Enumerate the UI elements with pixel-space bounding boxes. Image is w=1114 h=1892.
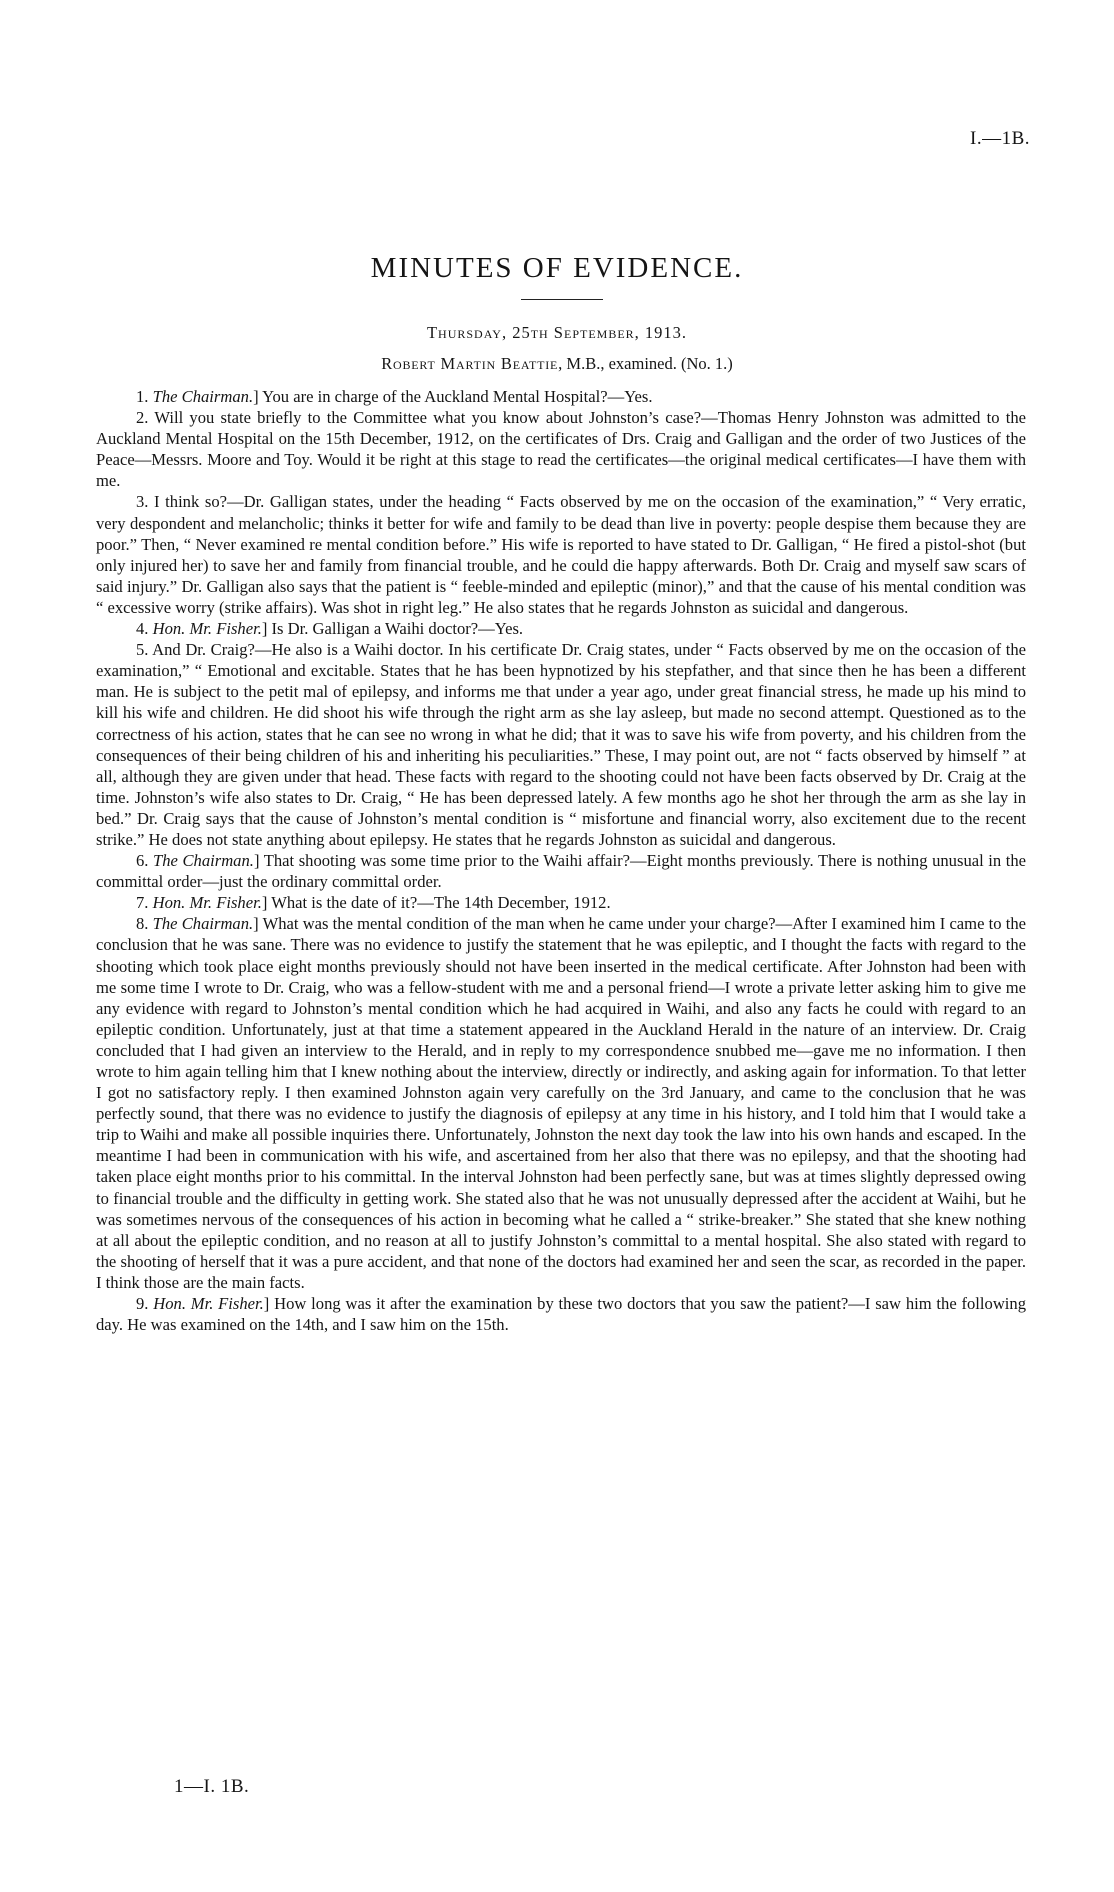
evidence-paragraph: [96, 618, 1026, 639]
printer-signature: 1—I. 1B.: [174, 1776, 250, 1797]
witness-name: Robert Martin Beattie: [381, 354, 559, 373]
evidence-paragraph: [96, 407, 1026, 491]
speaker-name: Hon. Mr. Fisher.: [152, 893, 262, 913]
question-number: 5.: [136, 640, 153, 660]
speaker-name: Hon. Mr. Fisher.: [153, 1294, 264, 1314]
question-number: 9.: [136, 1294, 154, 1314]
speaker-name: The Chairman.: [153, 851, 254, 871]
paragraph-text: ] Is Dr. Galligan a Waihi doctor?—Yes.: [261, 619, 524, 639]
speaker-name: Hon. Mr. Fisher.: [152, 619, 262, 639]
question-number: 2.: [136, 408, 155, 428]
evidence-paragraph: [96, 639, 1026, 850]
paragraph-text: ] You are in charge of the Auckland Mental Hospital?—Yes.: [253, 387, 653, 406]
session-date: Thursday, 25th September, 1913.: [426, 323, 688, 342]
paragraph-text: Will you state briefly to the Committee what you know about Johnston’s case?—Thomas Henry Johnston was admitted to the Auckland Mental Hospital on the 15th December, 1912, on the certificates of Drs. Craig and Galligan and the order of two Justices of the Peace—Messrs. Moore and Toy. Would it be right at this stage to read the certificates—the original medical certificates—I have them with me.: [96, 408, 1026, 491]
paragraph-text: I think so?—Dr. Galligan states, under the heading “ Facts observed by me on the occasion of the examination,” “ Very erratic, very despondent and melancholic; thinks it better for wife and family to be dead than live in poverty: people despise them because they are poor.” Then, “ Never examined re mental condition before.” His wife is reported to have stated to Dr. Galligan, “ He fired a pistol-shot (but only injured her) to save her and family from financial trouble, and he could die happy afterwards. Both Dr. Craig and myself saw scars of said injury.” Dr. Galligan also says that the patient is “ feeble-minded and epileptic (minor),” and that the cause of his mental condition was “ excessive worry (strike affairs). Was shot in right leg.” He also states that he regards Johnston as suicidal and dangerous.: [96, 492, 1026, 617]
witness-line: [0, 354, 1114, 374]
evidence-paragraph: [96, 491, 1026, 618]
question-number: 8.: [136, 914, 153, 934]
question-number: 7.: [136, 893, 153, 913]
question-number: 1.: [136, 387, 153, 406]
evidence-paragraph: [96, 386, 1026, 407]
evidence-paragraph: [96, 850, 1026, 892]
page-reference: I.—1B.: [970, 128, 1030, 149]
witness-details: , M.B., examined. (No. 1.): [558, 354, 733, 373]
paragraph-text: ] What is the date of it?—The 14th December, 1912.: [261, 893, 611, 913]
evidence-paragraph: [96, 913, 1026, 1293]
question-number: 6.: [136, 851, 154, 871]
question-number: 4.: [136, 619, 153, 639]
document-title: MINUTES OF EVIDENCE.: [370, 252, 744, 284]
evidence-body: [96, 386, 1026, 1335]
paragraph-text: ] That shooting was some time prior to the Waihi affair?—Eight months previously. There is nothing unusual in the committal order—just the ordinary committal order.: [96, 851, 1027, 892]
paragraph-text: ] How long was it after the examination by these two doctors that you saw the patient?—I saw him the following day. He was examined on the 14th, and I saw him on the 15th.: [96, 1294, 1027, 1335]
evidence-paragraph: [96, 1293, 1026, 1335]
evidence-paragraph: [96, 892, 1026, 913]
paragraph-text: And Dr. Craig?—He also is a Waihi doctor. In his certificate Dr. Craig states, under “ Facts observed by me on the occasion of the examination,” “ Emotional and excitable. States that he has been hypnotized by his stepfather, and that since then he has been a different man. He is subject to the petit mal of epilepsy, and informs me that under a year ago, under great financial stress, he made up his mind to kill his wife and children. He did shoot his wife through the right arm as she lay asleep, but made no second attempt. Questioned as to the correctness of his action, states that he can see no wrong in what he did; that it was to save his wife from poverty, and his children from the consequences of their being children of his and inheriting his peculiarities.” These, I may point out, are not “ facts observed by himself ” at all, although they are given under that head. These facts with regard to the shooting could not have been facts observed by Dr. Craig at the time. Johnston’s wife also states to Dr. Craig, “ He has been depressed lately. A few months ago he shot her through the arm as she lay in bed.” Dr. Craig says that the cause of Johnston’s mental condition is “ misfortune and financial worry, also excitement due to the recent strike.” He does not state anything about epilepsy. He states that he regards Johnston as suicidal and dangerous.: [96, 640, 1026, 849]
title-rule: [521, 299, 603, 300]
paragraph-text: ] What was the mental condition of the man when he came under your charge?—After I examined him I came to the conclusion that he was sane. There was no evidence to justify the statement that he was epileptic, and I thought the facts with regard to the shooting which took place eight months previously should not have been inserted in the medical certificate. After Johnston had been with me some time I wrote to Dr. Craig, who was a fellow-student with me and a personal friend—I wrote a private letter asking him to give me any evidence with regard to Johnston’s mental condition which he had acquired in Waihi, and also any facts he could with regard to an epileptic condition. Unfortunately, just at that time a statement appeared in the Auckland Herald in the nature of an interview. Dr. Craig concluded that I had given an interview to the Herald, and in reply to my correspondence snubbed me—gave me no information. I then wrote to him again telling him that I knew nothing about the interview, directly or indirectly, and asking again for information. To that letter I got no satisfactory reply. I then examined Johnston again very carefully on the 3rd January, and came to the conclusion that he was perfectly sound, that there was no evidence to justify the diagnosis of epilepsy at any time in his history, and I told him that I would take a trip to Waihi and make all possible inquiries there. Unfortunately, Johnston the next day took the law into his own hands and escaped. In the meantime I had been in communication with his wife, and ascertained from her also that there was no epilepsy, and that the shooting had taken place eight months prior to his committal. In the interval Johnston had been perfectly sane, but was at times slightly depressed owing to financial trouble and the difficulty in getting work. She stated also that he was not unusually depressed after the accident at Waihi, but he was sometimes nervous of the consequences of his action in becoming what he called a “ strike-breaker.” She stated that she knew nothing at all about the epileptic condition, and no reason at all to justify Johnston’s committal to a mental hospital. She also stated with regard to the shooting of herself that it was a pure accident, and that none of the doctors had examined her and seen the scar, as recorded in the paper. I think those are the main facts.: [96, 914, 1026, 1292]
speaker-name: The Chairman.: [152, 914, 254, 934]
question-number: 3.: [136, 492, 155, 512]
speaker-name: The Chairman.: [152, 387, 254, 406]
